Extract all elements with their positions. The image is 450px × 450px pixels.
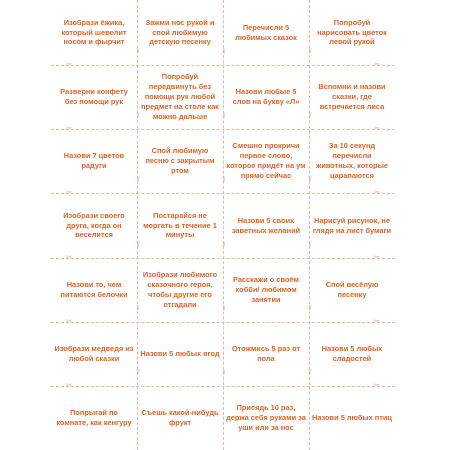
task-card-text: Спой любимую песню с закрытым ртом [145, 146, 215, 175]
task-card [137, 129, 223, 193]
scissors-cut-mark-icon: ✂ [133, 48, 142, 54]
task-card [137, 193, 223, 258]
cut-line-vertical [137, 0, 138, 450]
task-card-text: Спой весёлую песенку [325, 280, 379, 299]
task-card-text: Попрыгай по комнате, как кенгуру [56, 408, 132, 427]
cut-line-horizontal [51, 322, 395, 323]
scissors-cut-mark-icon: ✂ [66, 188, 72, 197]
task-card-text: Назови 5 своих заветных желаний [231, 215, 301, 235]
task-card [137, 322, 223, 386]
task-card-text: Перечисли 5 любимых сказок [235, 22, 297, 42]
task-card [309, 65, 395, 129]
scissors-cut-mark-icon: ✂ [219, 176, 228, 182]
scissors-cut-mark-icon: ✂ [133, 112, 142, 118]
cut-line-vertical [309, 0, 310, 450]
scissors-cut-mark-icon: ✂ [66, 317, 72, 326]
task-card-text: Съешь какой-нибудь фрукт [141, 408, 219, 427]
task-card [223, 129, 309, 193]
cut-line-horizontal [51, 65, 395, 66]
task-card-text: Назови любые 5 слов на букву «Л» [232, 87, 300, 106]
task-card [51, 0, 137, 65]
task-card-text: Присядь 10 раз, держа себя руками за уши или за нос [226, 403, 306, 432]
scissors-cut-mark-icon: ✂ [66, 253, 72, 262]
scissors-cut-mark-icon: ✂ [133, 241, 142, 247]
task-card [223, 386, 309, 450]
task-card-text: Расскажи о своём хобби/ любимом занятии [232, 275, 300, 304]
task-card-text: Назови 5 любых ягод [140, 349, 220, 358]
task-card [137, 386, 223, 450]
task-card-text: Попробуй нарисовать цветок левой рукой [317, 17, 387, 47]
scissors-cut-mark-icon: ✂ [305, 176, 314, 182]
task-card [137, 0, 223, 65]
task-card-text: Попробуй передвинуть без помощи рук любой предмет на столе как можно дальше [141, 72, 219, 121]
task-card-text: Постарайся не моргать в течение 1 минуты [143, 210, 217, 240]
task-card-text: Изобрази ёжика, который шевелит носом и фырчит [61, 17, 127, 47]
task-card-text: Изобрази медведя из любой сказки [54, 344, 134, 363]
scissors-cut-mark-icon: ✂ [305, 369, 314, 375]
scissors-cut-mark-icon: ✂ [219, 112, 228, 118]
task-card-text: Назови 5 любых птиц [312, 413, 392, 422]
task-card [51, 193, 137, 258]
task-card [51, 65, 137, 129]
scissors-cut-mark-icon: ✂ [374, 381, 380, 390]
scissors-cut-mark-icon: ✂ [305, 48, 314, 54]
scissors-cut-mark-icon: ✂ [219, 48, 228, 54]
scissors-cut-mark-icon: ✂ [374, 60, 380, 69]
task-card [137, 258, 223, 322]
task-card-text: Вспомни и назови сказки, где встречается лиса [318, 82, 386, 111]
scissors-cut-mark-icon: ✂ [133, 369, 142, 375]
scissors-cut-mark-icon: ✂ [66, 381, 72, 390]
task-card [223, 258, 309, 322]
scissors-cut-mark-icon: ✂ [305, 241, 314, 247]
scissors-cut-mark-icon: ✂ [66, 124, 72, 133]
task-card-text: Назови 5 любых сладостей [321, 344, 383, 363]
task-card-text: За 10 секунд перечисли животных, которые царапаются [315, 141, 389, 180]
task-card-text: Смешно прокричи первое слово, которое придёт на ум прямо сейчас [226, 141, 306, 180]
scissors-cut-mark-icon: ✂ [305, 112, 314, 118]
scissors-cut-mark-icon: ✂ [374, 317, 380, 326]
task-card-text: Нарисуй рисунок, не глядя на лист бумаги [312, 215, 392, 235]
scissors-cut-mark-icon: ✂ [374, 124, 380, 133]
task-card [223, 322, 309, 386]
task-card-text: Назови то, чем питаются белочки [60, 280, 128, 299]
cut-line-horizontal [51, 258, 395, 259]
task-card [223, 193, 309, 258]
scissors-cut-mark-icon: ✂ [219, 305, 228, 311]
cut-line-horizontal [51, 129, 395, 130]
task-card [309, 193, 395, 258]
task-card [51, 129, 137, 193]
task-card-text: Зажми нос рукой и спой любимую детскую песенку [145, 17, 215, 47]
task-card [309, 258, 395, 322]
scissors-cut-mark-icon: ✂ [305, 305, 314, 311]
cut-line-horizontal [51, 386, 395, 387]
cut-line-horizontal [51, 193, 395, 194]
task-card [137, 65, 223, 129]
task-card [51, 258, 137, 322]
task-card [309, 386, 395, 450]
scissors-cut-mark-icon: ✂ [219, 241, 228, 247]
task-card [223, 0, 309, 65]
scissors-cut-mark-icon: ✂ [374, 253, 380, 262]
task-card [223, 65, 309, 129]
task-card-text: Изобрази своего друга, когда он веселится [63, 210, 125, 240]
task-card-text: Изобрази любимого сказочного героя, чтобы другие его отгадали [142, 270, 218, 309]
task-card [309, 0, 395, 65]
cut-line-vertical [223, 0, 224, 450]
task-card-text: Назови 7 цветов радуги [63, 151, 125, 170]
scissors-cut-mark-icon: ✂ [133, 305, 142, 311]
scissors-cut-mark-icon: ✂ [219, 369, 228, 375]
scissors-cut-mark-icon: ✂ [374, 188, 380, 197]
task-card [309, 322, 395, 386]
task-card [51, 386, 137, 450]
task-card [51, 322, 137, 386]
scissors-cut-mark-icon: ✂ [133, 176, 142, 182]
task-card [309, 129, 395, 193]
task-card-text: Разверни конфету без помощи рук [60, 87, 128, 106]
task-card-text: Отожмись 5 раз от пола [231, 344, 301, 363]
scissors-cut-mark-icon: ✂ [66, 60, 72, 69]
